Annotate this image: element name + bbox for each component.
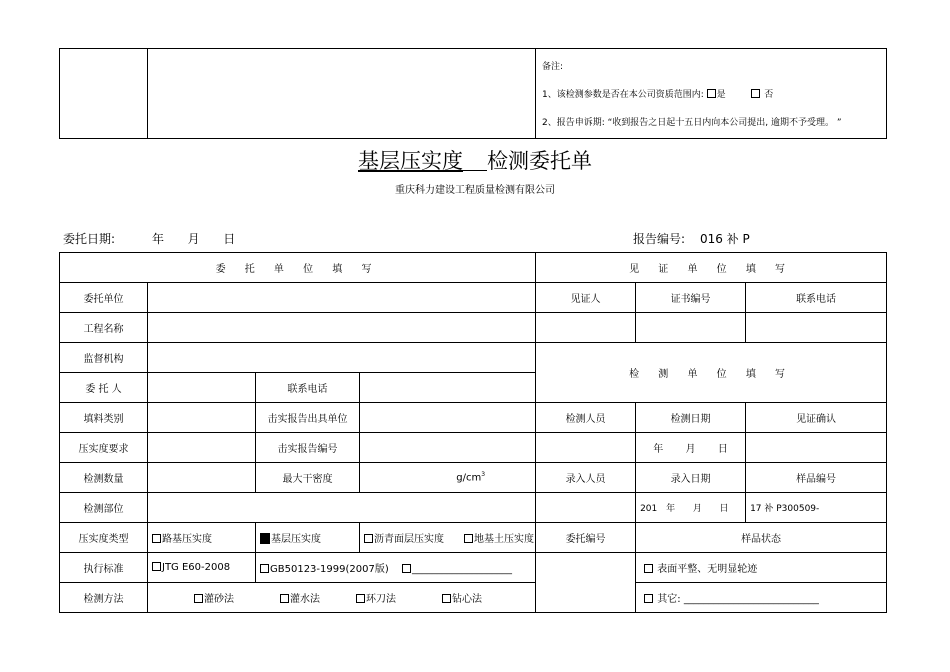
std2-option[interactable]: GB50123-1999(2007版) xyxy=(260,560,402,575)
main-form-table xyxy=(59,252,887,613)
project-name-label: 工程名称 xyxy=(60,313,148,343)
status1-checkbox[interactable] xyxy=(644,564,653,573)
page-title xyxy=(0,145,950,175)
fill-type-field[interactable] xyxy=(148,403,256,433)
status2-checkbox[interactable] xyxy=(644,594,653,603)
cert-no-field[interactable] xyxy=(636,313,746,343)
std1-checkbox[interactable] xyxy=(152,562,161,571)
method-options-cell xyxy=(148,583,536,613)
type-asphalt-option[interactable]: 沥青面层压实度 xyxy=(360,530,464,545)
notes-label: 备注: xyxy=(542,62,564,72)
sample-no-value: 17 补 P300509- xyxy=(746,493,887,523)
contact-phone-field[interactable] xyxy=(360,373,536,403)
notes-cell xyxy=(536,49,887,139)
sample-no-label: 样品编号 xyxy=(746,463,887,493)
method-sand-checkbox[interactable] xyxy=(194,594,203,603)
report-label: 报告编号: xyxy=(633,232,686,246)
method-core-option[interactable]: 钻心法 xyxy=(442,594,482,605)
inspect-date-value: 年 月 日 xyxy=(636,433,746,463)
inspector-label: 检测人员 xyxy=(536,403,636,433)
cert-no-label: 证书编号 xyxy=(636,283,746,313)
witness-phone-label: 联系电话 xyxy=(746,283,887,313)
type-asphalt-checkbox[interactable] xyxy=(364,534,373,543)
type-road-option[interactable]: 路基压实度 xyxy=(148,523,256,553)
method-water-option[interactable]: 灌水法 xyxy=(280,590,356,605)
notes-item-1: 1、该检测参数是否在本公司资质范围内: 是 否 xyxy=(542,90,774,100)
entry-date-value: 201 年 月 日 xyxy=(636,493,746,523)
entry-person-field[interactable] xyxy=(536,493,636,523)
title-part-2: 检测委托单 xyxy=(487,149,592,173)
client-unit-label: 委托单位 xyxy=(60,283,148,313)
notes-blank-cell-1 xyxy=(60,49,148,139)
report-value: 016 补 P xyxy=(700,232,750,246)
type-road-checkbox[interactable] xyxy=(152,534,161,543)
project-name-field[interactable] xyxy=(148,313,536,343)
date-value: 年 月 日 xyxy=(152,232,236,246)
density-exponent: 3 xyxy=(481,471,486,479)
type-ground-checkbox[interactable] xyxy=(464,534,473,543)
type-ground-option[interactable]: 地基土压实度 xyxy=(464,534,534,545)
max-density-field[interactable] xyxy=(360,463,536,493)
status2-option[interactable]: 其它: ___________________________ xyxy=(636,583,887,613)
compact-req-label: 压实度要求 xyxy=(60,433,148,463)
yes-checkbox[interactable] xyxy=(707,89,716,98)
witness-phone-field[interactable] xyxy=(746,313,887,343)
no-checkbox[interactable] xyxy=(751,89,760,98)
contact-phone-label: 联系电话 xyxy=(256,373,360,403)
type-base-option[interactable]: 基层压实度 xyxy=(256,523,360,553)
title-underline-blank xyxy=(463,151,487,171)
standard-label: 执行标准 xyxy=(60,553,148,583)
client-person-label: 委 托 人 xyxy=(60,373,148,403)
test-location-label: 检测部位 xyxy=(60,493,148,523)
witness-section-header: 见 证 单 位 填 写 xyxy=(536,253,887,283)
type-base-checkbox[interactable] xyxy=(260,533,270,544)
std1-option[interactable]: JTG E60-2008 xyxy=(148,553,256,583)
compact-report-no-label: 击实报告编号 xyxy=(256,433,360,463)
date-label: 委托日期: xyxy=(63,232,116,246)
notes-table xyxy=(59,48,887,139)
std3-option[interactable]: ____________________ xyxy=(402,564,512,575)
compact-report-no-field[interactable] xyxy=(360,433,536,463)
std2-checkbox[interactable] xyxy=(260,564,269,573)
client-unit-field[interactable] xyxy=(148,283,536,313)
witness-person-label: 见证人 xyxy=(536,283,636,313)
commission-no-label: 委托编号 xyxy=(536,523,636,553)
inspector-field[interactable] xyxy=(536,433,636,463)
commission-no-field[interactable] xyxy=(536,553,636,613)
fill-type-label: 填料类别 xyxy=(60,403,148,433)
supervisor-label: 监督机构 xyxy=(60,343,148,373)
witness-confirm-field[interactable] xyxy=(746,433,887,463)
notes-blank-cell-2 xyxy=(148,49,536,139)
method-sand-option[interactable]: 灌砂法 xyxy=(148,590,280,605)
test-qty-label: 检测数量 xyxy=(60,463,148,493)
compact-req-field[interactable] xyxy=(148,433,256,463)
entry-person-label: 录入人员 xyxy=(536,463,636,493)
company-name: 重庆科力建设工程质量检测有限公司 xyxy=(395,185,555,196)
method-core-checkbox[interactable] xyxy=(442,594,451,603)
method-water-checkbox[interactable] xyxy=(280,594,289,603)
method-ring-checkbox[interactable] xyxy=(356,594,365,603)
witness-confirm-label: 见证确认 xyxy=(746,403,887,433)
sample-status-label: 样品状态 xyxy=(636,523,887,553)
density-unit: g/cm xyxy=(456,472,482,484)
max-density-label: 最大干密度 xyxy=(256,463,360,493)
notes-item-2: 2、报告申诉期: “收到报告之日起十五日内向本公司提出, 逾期不予受理。 ” xyxy=(542,118,842,128)
client-section-header: 委 托 单 位 填 写 xyxy=(60,253,536,283)
inspect-section-header: 检 测 单 位 填 写 xyxy=(536,343,887,403)
std3-checkbox[interactable] xyxy=(402,564,411,573)
client-person-field[interactable] xyxy=(148,373,256,403)
supervisor-field[interactable] xyxy=(148,343,536,373)
method-label: 检测方法 xyxy=(60,583,148,613)
std2-std3-cell xyxy=(256,553,536,583)
test-qty-field[interactable] xyxy=(148,463,256,493)
type-asphalt-ground-cell xyxy=(360,523,536,553)
status1-option[interactable]: 表面平整、无明显轮迹 xyxy=(636,553,887,583)
title-part-1: 基层压实度 xyxy=(358,149,463,173)
compact-unit-field[interactable] xyxy=(360,403,536,433)
compact-type-label: 压实度类型 xyxy=(60,523,148,553)
witness-person-field[interactable] xyxy=(536,313,636,343)
method-ring-option[interactable]: 环刀法 xyxy=(356,590,442,605)
test-location-field[interactable] xyxy=(148,493,536,523)
entry-date-label: 录入日期 xyxy=(636,463,746,493)
inspect-date-label: 检测日期 xyxy=(636,403,746,433)
compact-unit-label: 击实报告出具单位 xyxy=(256,403,360,433)
